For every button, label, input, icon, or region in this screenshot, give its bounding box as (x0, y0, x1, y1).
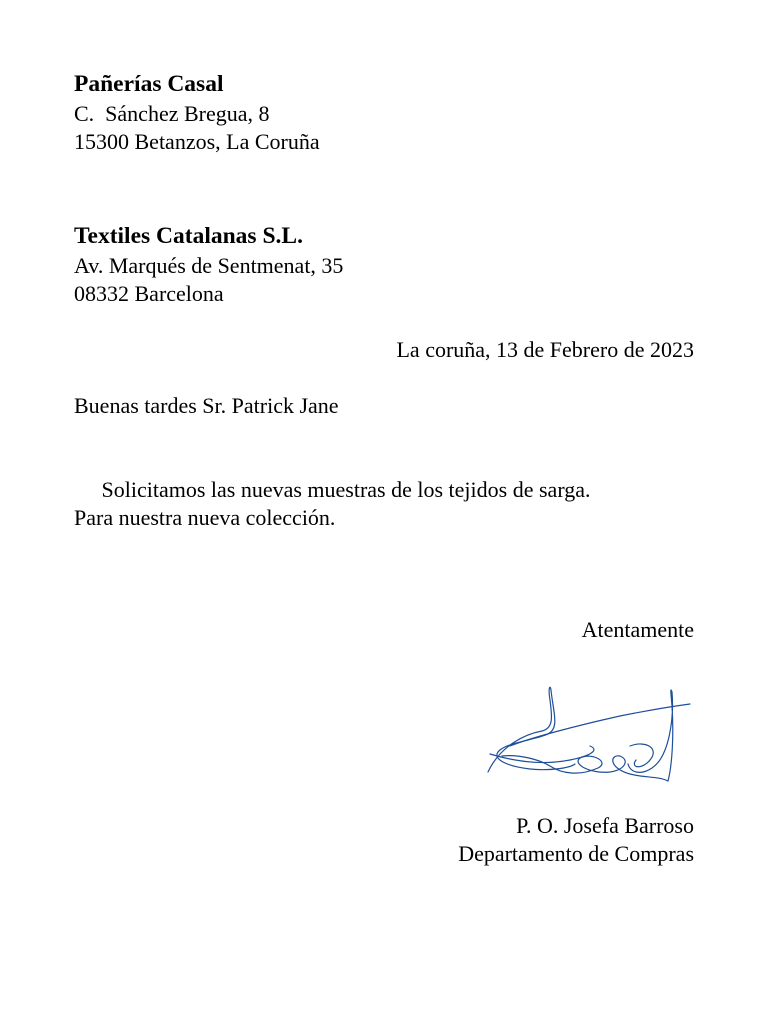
sender-name: Pañerías Casal (74, 71, 224, 97)
signatory-name: P. O. Josefa Barroso (516, 813, 694, 838)
signature-strokes (488, 687, 690, 781)
sender-city: 15300 Betanzos, La Coruña (74, 129, 320, 154)
recipient-street: Av. Marqués de Sentmenat, 35 (74, 253, 344, 278)
recipient-name: Textiles Catalanas S.L. (74, 223, 303, 249)
signature-stroke (628, 690, 673, 781)
sender-street: C. Sánchez Bregua, 8 (74, 101, 270, 126)
body-line-1: Solicitamos las nuevas muestras de los tejidos de sarga. (74, 477, 591, 502)
greeting: Buenas tardes Sr. Patrick Jane (74, 393, 339, 418)
signatory-department: Departamento de Compras (458, 841, 694, 866)
closing: Atentamente (581, 617, 694, 642)
handwritten-signature (480, 676, 700, 791)
body-line-2: Para nuestra nueva colección. (74, 505, 336, 530)
signature-stroke (510, 704, 690, 746)
letter-date: La coruña, 13 de Febrero de 2023 (396, 337, 694, 362)
recipient-city: 08332 Barcelona (74, 281, 224, 306)
signature-stroke (630, 744, 653, 767)
